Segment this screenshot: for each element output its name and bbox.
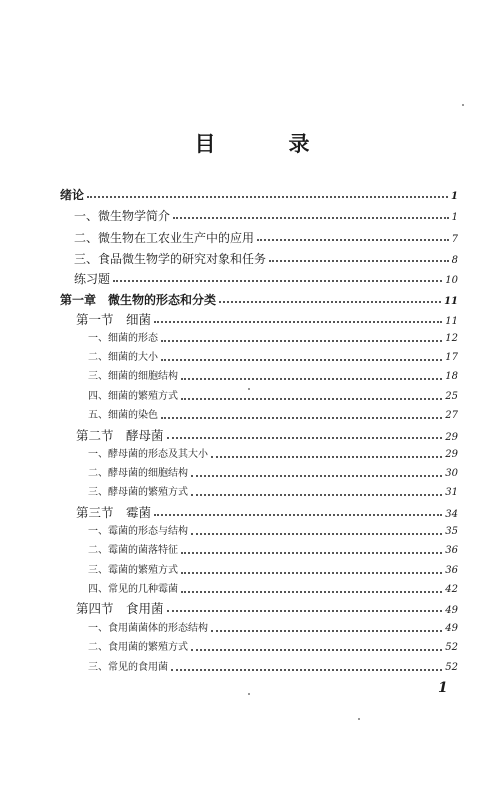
toc-entry-page: 8	[451, 255, 458, 266]
toc-entry-label: 三、酵母菌的繁殖方式	[88, 487, 188, 498]
toc-entry-page: 49	[445, 605, 458, 616]
toc-entry-label: 二、微生物在工农业生产中的应用	[74, 231, 255, 245]
toc-entry	[74, 207, 458, 225]
toc-entry	[88, 639, 458, 657]
leader-dots	[211, 630, 442, 632]
toc-entry-label: 一、酵母菌的形态及其大小	[88, 449, 208, 460]
toc-entry-page: 30	[445, 468, 458, 479]
toc-entry	[88, 465, 458, 483]
toc-entry-label: 三、细菌的细胞结构	[88, 371, 178, 382]
toc-entry-page: 17	[445, 352, 458, 363]
leader-dots	[181, 552, 442, 554]
toc-entry-label: 二、细菌的大小	[88, 352, 158, 363]
toc-entry-page: 52	[445, 662, 458, 673]
leader-dots	[181, 398, 442, 400]
leader-dots	[191, 475, 442, 477]
toc-entry	[88, 349, 458, 367]
toc-entry-label: 二、酵母菌的细胞结构	[88, 468, 188, 479]
scan-speck	[358, 718, 360, 720]
toc-entry-label: 一、细菌的形态	[88, 333, 158, 344]
leader-dots	[161, 359, 442, 361]
leader-dots	[161, 340, 442, 342]
toc-entry-page: 25	[445, 391, 458, 402]
toc-entry	[88, 484, 458, 502]
scan-speck	[462, 104, 464, 106]
toc-entry	[76, 504, 458, 522]
leader-dots	[154, 514, 442, 516]
toc-entry-label: 第一章 微生物的形态和分类	[60, 293, 217, 307]
toc-entry-label: 第三节 霉菌	[76, 505, 152, 520]
toc-entry-page: 29	[445, 449, 458, 460]
toc-entry-page: 52	[445, 642, 458, 653]
toc-entry-label: 四、常见的几种霉菌	[88, 584, 178, 595]
toc-entry	[88, 542, 458, 560]
toc-entry-label: 练习题	[74, 272, 111, 286]
toc-entry-page: 42	[445, 584, 458, 595]
leader-dots	[191, 494, 442, 496]
toc-entry-page: 49	[445, 623, 458, 634]
toc-entry-page: 27	[445, 410, 458, 421]
leader-dots	[167, 610, 443, 612]
toc-entry-page: 29	[445, 432, 458, 443]
toc-entry	[76, 311, 458, 329]
toc-entry	[88, 330, 458, 348]
toc-entry-label: 三、霉菌的繁殖方式	[88, 565, 178, 576]
leader-dots	[269, 260, 449, 262]
leader-dots	[173, 217, 449, 219]
toc-entry	[88, 523, 458, 541]
toc-entry	[88, 581, 458, 599]
toc-entry	[88, 562, 458, 580]
toc-entry-label: 五、细菌的染色	[88, 410, 158, 421]
toc-entry	[88, 388, 458, 406]
toc-entry	[88, 446, 458, 464]
toc-entry-page: 36	[445, 545, 458, 556]
leader-dots	[211, 456, 442, 458]
toc-entry-label: 一、霉菌的形态与结构	[88, 526, 188, 537]
toc-entry-label: 二、食用菌的繁殖方式	[88, 642, 188, 653]
leader-dots	[161, 417, 442, 419]
toc-entry-page: 18	[445, 371, 458, 382]
leader-dots	[181, 572, 442, 574]
leader-dots	[171, 669, 442, 671]
leader-dots	[87, 196, 448, 198]
toc-entry-label: 第二节 酵母菌	[76, 428, 164, 443]
toc-entry	[88, 368, 458, 386]
toc-entry	[76, 600, 458, 618]
leader-dots	[219, 301, 441, 303]
toc-entry	[60, 186, 458, 204]
toc-entry	[76, 427, 458, 445]
toc-entry-page: 11	[444, 296, 458, 307]
page-number: 1	[438, 680, 448, 696]
leader-dots	[191, 533, 442, 535]
leader-dots	[154, 321, 442, 323]
toc-entry-page: 1	[451, 212, 458, 223]
toc-entry-page: 11	[445, 316, 458, 327]
toc-entry	[88, 659, 458, 677]
toc-entry-label: 三、常见的食用菌	[88, 662, 168, 673]
toc-entry-page: 12	[445, 333, 458, 344]
toc-entry	[74, 250, 458, 268]
toc-entry-page: 10	[445, 275, 458, 286]
toc-entry	[74, 270, 458, 288]
toc-entry-label: 第四节 食用菌	[76, 601, 164, 616]
toc-entry	[88, 620, 458, 638]
toc-entry-label: 二、霉菌的菌落特征	[88, 545, 178, 556]
leader-dots	[113, 280, 442, 282]
leader-dots	[181, 378, 442, 380]
toc-entry-page: 35	[445, 526, 458, 537]
toc-entry-label: 一、微生物学简介	[74, 209, 171, 223]
toc-entry	[60, 291, 458, 309]
toc-entry-label: 绪论	[60, 188, 85, 202]
toc-entry	[88, 407, 458, 425]
toc-entry	[74, 229, 458, 247]
toc-entry-page: 31	[445, 487, 458, 498]
toc-entry-page: 7	[451, 234, 458, 245]
toc-entry-page: 1	[451, 191, 458, 202]
page-title: 目 录	[194, 131, 336, 156]
leader-dots	[191, 649, 442, 651]
leader-dots	[181, 591, 442, 593]
scan-speck	[248, 693, 250, 695]
toc-entry-page: 36	[445, 565, 458, 576]
leader-dots	[257, 239, 449, 241]
toc-entry-label: 三、食品微生物学的研究对象和任务	[74, 252, 267, 266]
toc-entry-label: 第一节 细菌	[76, 312, 152, 327]
toc-entry-label: 一、食用菌菌体的形态结构	[88, 623, 208, 634]
scan-speck	[248, 388, 250, 390]
toc-entry-label: 四、细菌的繁殖方式	[88, 391, 178, 402]
toc-entry-page: 34	[445, 509, 458, 520]
leader-dots	[167, 437, 443, 439]
